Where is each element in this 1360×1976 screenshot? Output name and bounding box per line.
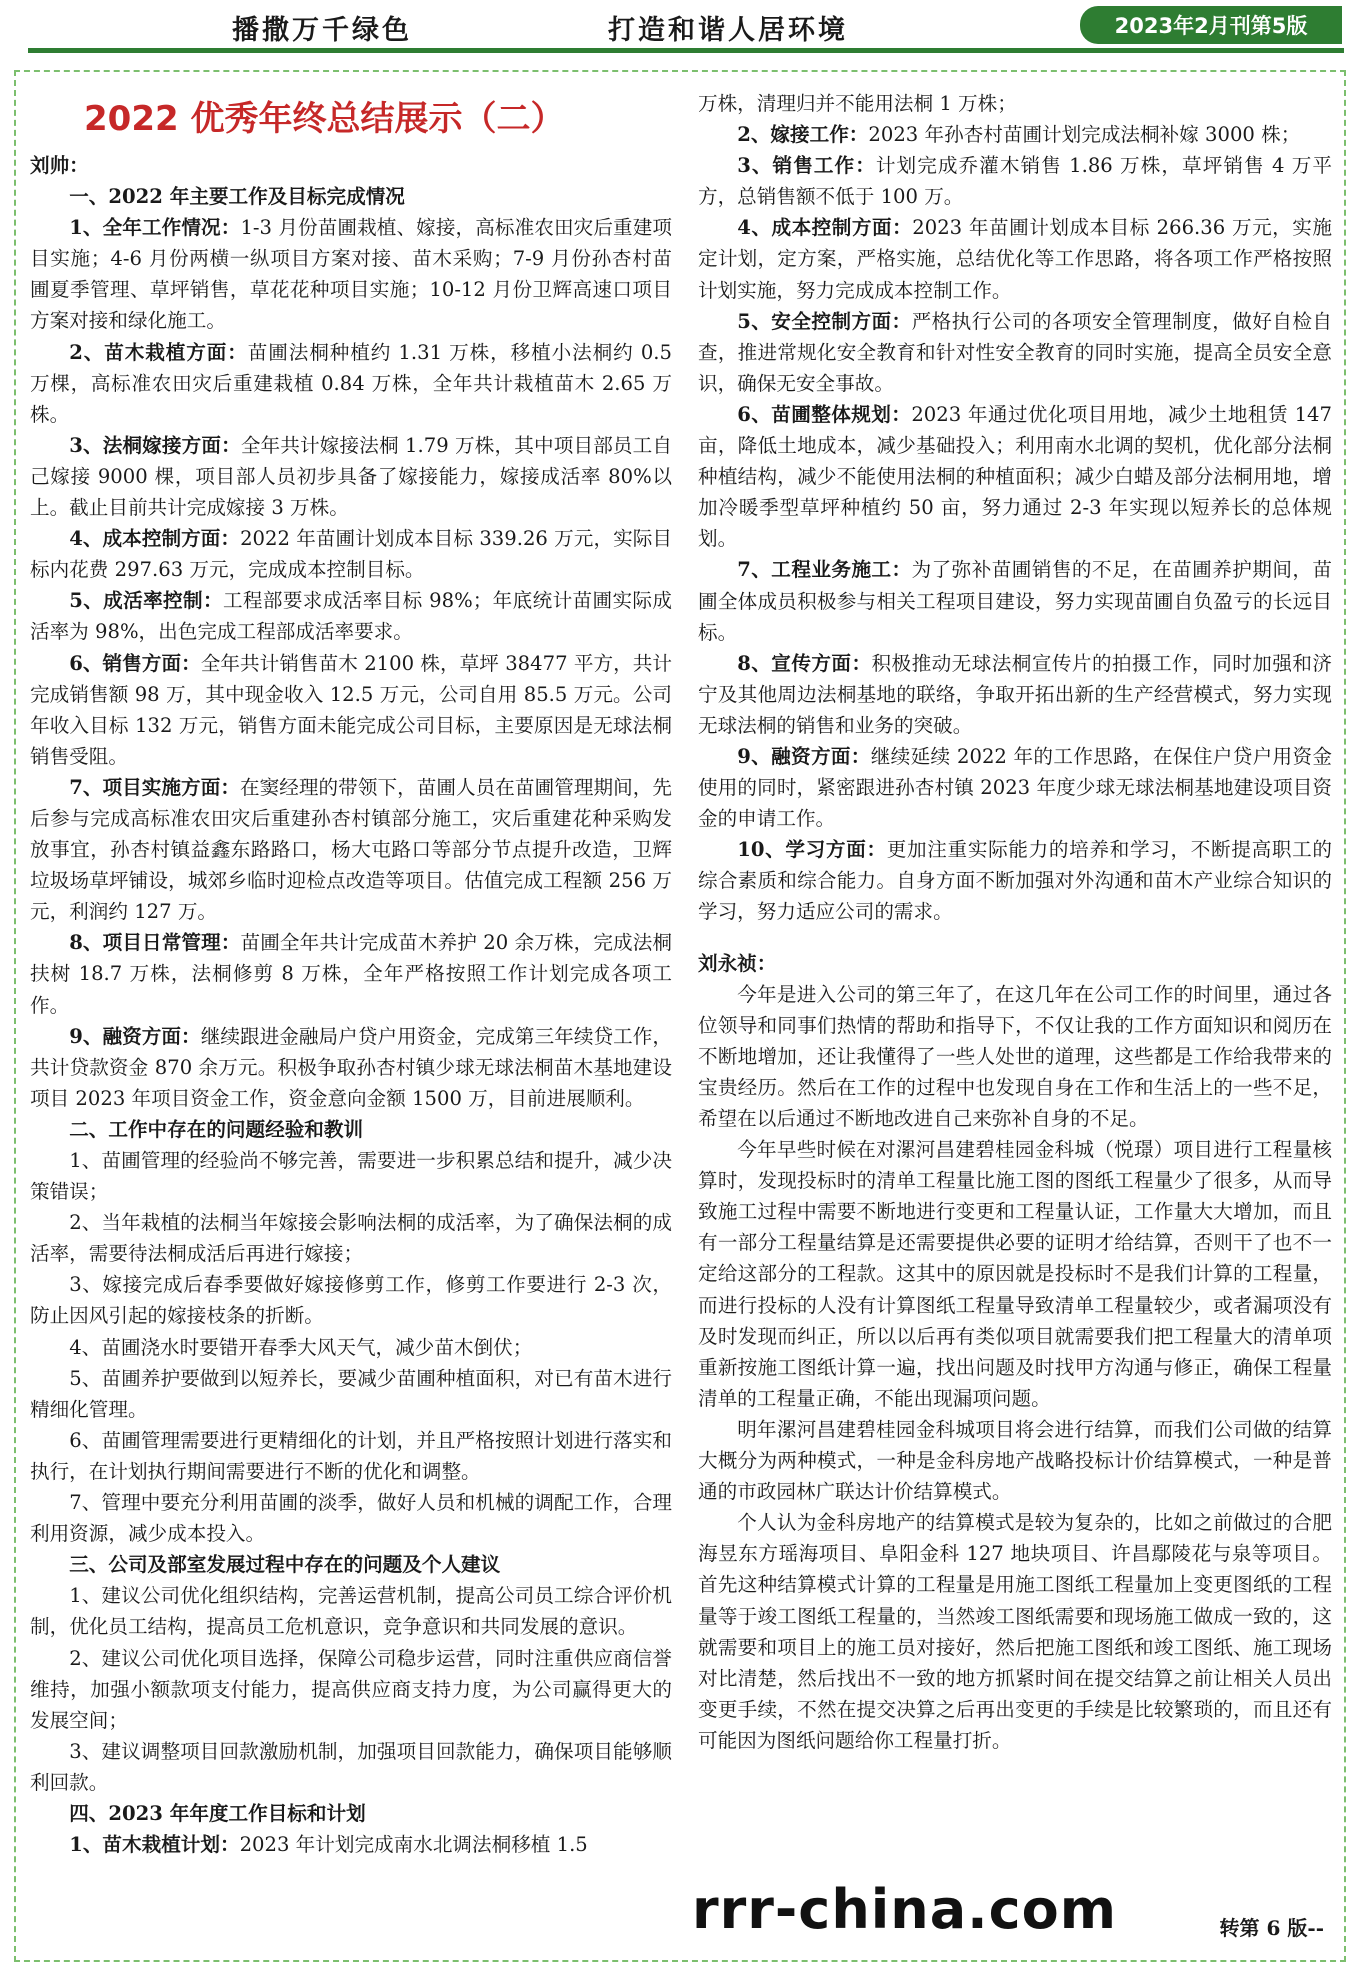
paragraph <box>30 212 672 336</box>
paragraph <box>30 927 672 1020</box>
item-text: 继续跟进金融局户贷户用资金，完成第三年续贷工作，共计贷款资金 870 余万元。积极争取孙杏村镇少球无球法桐苗木基地建设项目 2023 年项目资金工作，资金意向金额 1500 万，目前进展顺利。 <box>30 1024 672 1110</box>
continued-note: 转第 6 版-- <box>1219 1916 1324 1940</box>
item-text: 2023 年苗圃计划成本目标 266.36 万元，实施定计划，定方案，严格实施，总结优化等工作思路，将各项工作严格按照计划实施，努力完成成本控制工作。 <box>698 216 1333 302</box>
section-heading: 四、2023 年年度工作目标和计划 <box>69 1801 366 1825</box>
section-heading: 二、工作中存在的问题经验和教训 <box>69 1117 364 1141</box>
issue-badge: 2023年2月刊第5版 <box>1080 6 1342 44</box>
paragraph: 2、建议公司优化项目选择，保障公司稳步运营，同时注重供应商信誉维持，加强小额款项支付能力，提高供应商支持力度，为公司赢得更大的发展空间； <box>30 1646 672 1732</box>
plan-items <box>698 119 1332 927</box>
section-3-items <box>30 1580 672 1798</box>
header-slogan-left: 播撒万千绿色 <box>232 15 412 46</box>
page-header <box>0 0 1360 52</box>
author-2-paragraphs <box>698 979 1332 1756</box>
paragraph <box>30 772 672 927</box>
item-label: 5、成活率控制： <box>69 589 223 613</box>
item-label: 6、销售方面： <box>69 651 201 675</box>
site-url: rrr-china.com <box>692 1878 1118 1941</box>
paragraph <box>30 523 672 585</box>
left-column <box>30 80 672 1860</box>
item-label: 1、苗木栽植计划： <box>69 1833 240 1857</box>
item-label: 4、成本控制方面： <box>737 216 913 240</box>
item-label: 3、销售工作： <box>737 154 876 178</box>
paragraph <box>30 430 672 523</box>
paragraph: 4、苗圃浇水时要错开春季大风天气，减少苗木倒伏； <box>69 1335 533 1359</box>
paragraph: 2、当年栽植的法桐当年嫁接会影响法桐的成活率，为了确保法桐的成活率，需要待法桐成活后再进行嫁接； <box>30 1211 672 1266</box>
paragraph: 6、苗圃管理需要进行更精细化的计划，并且严格按照计划进行落实和执行，在计划执行期间需要进行不断的优化和调整。 <box>30 1428 672 1483</box>
item-label: 8、宣传方面： <box>737 651 872 675</box>
header-rule <box>28 48 1344 53</box>
author-name: 刘永祯： <box>698 951 777 975</box>
header-slogan-right: 打造和谐人居环境 <box>608 15 848 46</box>
paragraph <box>30 1021 672 1114</box>
paragraph: 1、建议公司优化组织结构，完善运营机制，提高公司员工综合评价机制，优化员工结构，提高员工危机意识，竞争意识和共同发展的意识。 <box>30 1584 672 1639</box>
paragraph: 1、苗圃管理的经验尚不够完善，需要进一步积累总结和提升，减少决策错误； <box>30 1149 672 1204</box>
paragraph: 5、苗圃养护要做到以短养长，要减少苗圃种植面积，对已有苗木进行精细化管理。 <box>30 1366 672 1421</box>
paragraph <box>698 648 1332 741</box>
item-text: 在窦经理的带领下，苗圃人员在苗圃管理期间，先后参与完成高标准农田灾后重建孙杏村镇部分施工，灾后重建花种采购发放事宜，孙杏村镇益鑫东路路口，杨大屯路口等部分节点提升改造，卫辉垃圾场草坪铺设，城郊乡临时迎检点改造等项目。估值完成工程额 256 万元，利润约 127 万。 <box>30 775 672 924</box>
item-label: 6、苗圃整体规划： <box>737 402 912 426</box>
paragraph <box>698 554 1332 647</box>
paragraph <box>30 1829 672 1860</box>
paragraph <box>698 119 1332 150</box>
right-column <box>698 88 1332 1756</box>
paragraph: 7、管理中要充分利用苗圃的淡季，做好人员和机械的调配工作，合理利用资源，减少成本投入。 <box>30 1491 672 1546</box>
section-1-items <box>30 212 672 1114</box>
paragraph <box>698 834 1332 927</box>
item-label: 2、嫁接工作： <box>737 123 869 147</box>
item-label: 8、项目日常管理： <box>69 931 241 955</box>
paragraph <box>698 150 1332 212</box>
item-label: 10、学习方面： <box>737 838 887 862</box>
item-text: 1-3 月份苗圃栽植、嫁接，高标准农田灾后重建项目实施；4-6 月份两横一纵项目方案对接、苗木采购；7-9 月份孙杏村苗圃夏季管理、草坪销售，草花花种项目实施；10-12 月份卫辉高速口项目方案对接和绿化施工。 <box>30 216 673 333</box>
author-name: 刘帅： <box>30 154 89 177</box>
paragraph <box>698 741 1332 834</box>
item-label: 3、法桐嫁接方面： <box>69 433 241 457</box>
paragraph: 3、建议调整项目回款激励机制，加强项目回款能力，确保项目能够顺利回款。 <box>30 1739 672 1794</box>
item-label: 5、安全控制方面： <box>737 309 912 333</box>
item-text: 积极推动无球法桐宣传片的拍摄工作，同时加强和济宁及其他周边法桐基地的联络，争取开拓出新的生产经营模式，努力实现无球法桐的销售和业务的突破。 <box>698 651 1332 737</box>
item-label: 9、融资方面： <box>69 1024 201 1048</box>
paragraph: 明年漯河昌建碧桂园金科城项目将会进行结算，而我们公司做的结算大概分为两种模式，一种是金科房地产战略投标计价结算模式，一种是普通的市政园林广联达计价结算模式。 <box>698 1417 1332 1504</box>
section-heading: 一、2022 年主要工作及目标完成情况 <box>69 185 405 209</box>
spacer <box>698 928 1332 948</box>
item-text: 2022 年苗圃计划成本目标 339.26 万元，实际目标内花费 297.63 万元，完成成本控制目标。 <box>30 527 672 582</box>
item-text: 2023 年通过优化项目用地，减少土地租赁 147 亩，降低土地成本，减少基础投入；利用南水北调的契机，优化部分法桐种植结构，减少不能使用法桐的种植面积；减少白蜡及部分法桐用地，增加冷暖季型草坪种植约 50 亩，努力通过 2-3 年实现以短养长的总体规划。 <box>698 402 1332 551</box>
item-text: 计划完成乔灌木销售 1.86 万株，草坪销售 4 万平方，总销售额不低于 100 万。 <box>698 154 1332 209</box>
paragraph <box>30 337 672 430</box>
paragraph: 个人认为金科房地产的结算模式是较为复杂的，比如之前做过的合肥海昱东方瑶海项目、阜阳金科 127 地块项目、许昌鄢陵花与泉等项目。首先这种结算模式计算的工程量是用施工图纸工程量加上变更图纸的工程量等于竣工图纸工程量的，当然竣工图纸需要和现场施工做成一致的，这就需要和项目上的施工员对接好，然后把施工图纸和竣工图纸、施工现场对比清楚，然后找出不一致的地方抓紧时间在提交结算之前让相关人员出变更手续，不然在提交决算之后再出变更的手续是比较繁琐的，而且还有可能因为图纸问题给你工程量打折。 <box>698 1511 1332 1752</box>
section-2-items <box>30 1145 672 1549</box>
section-heading: 三、公司及部室发展过程中存在的问题及个人建议 <box>69 1553 501 1577</box>
paragraph: 今年是进入公司的第三年了，在这几年在公司工作的时间里，通过各位领导和同事们热情的帮助和指导下，不仅让我的工作方面知识和阅历在不断地增加，还让我懂得了一些人处世的道理，这些都是工作给我带来的宝贵经历。然后在工作的过程中也发现自身在工作和生活上的一些不足，希望在以后通过不断地改进自己来弥补自身的不足。 <box>698 982 1332 1130</box>
page-title: 2022 优秀年终总结展示（二） <box>84 99 565 139</box>
item-label: 1、全年工作情况： <box>69 216 241 240</box>
item-text: 2023 年计划完成南水北调法桐移植 1.5 <box>239 1833 588 1857</box>
item-label: 2、苗木栽植方面： <box>69 340 248 364</box>
paragraph <box>30 648 672 772</box>
item-label: 7、项目实施方面： <box>69 775 240 799</box>
item-text: 2023 年孙杏村苗圃计划完成法桐补嫁 3000 株； <box>868 123 1301 147</box>
paragraph <box>698 212 1332 305</box>
paragraph <box>698 399 1332 554</box>
item-text: 继续延续 2022 年的工作思路，在保住户贷户用资金使用的同时，紧密跟进孙杏村镇 2023 年度少球无球法桐基地建设项目资金的申请工作。 <box>698 744 1333 831</box>
item-label: 4、成本控制方面： <box>69 527 241 551</box>
paragraph: 3、嫁接完成后春季要做好嫁接修剪工作，修剪工作要进行 2-3 次，防止因风引起的嫁接枝条的折断。 <box>30 1273 672 1328</box>
item-label: 9、融资方面： <box>737 744 871 768</box>
item-text: 苗圃法桐种植约 1.31 万株，移植小法桐约 0.5 万棵，高标准农田灾后重建栽植 0.84 万株，全年共计栽植苗木 2.65 万株。 <box>30 340 672 426</box>
paragraph: 万株，清理归并不能用法桐 1 万株； <box>698 92 1017 115</box>
item-label: 7、工程业务施工： <box>737 558 912 582</box>
paragraph <box>698 306 1332 399</box>
item-text: 严格执行公司的各项安全管理制度，做好自检自查，推进常规化安全教育和针对性安全教育的同时实施，提高全员安全意识，确保无安全事故。 <box>698 309 1332 395</box>
item-text: 全年共计销售苗木 2100 株，草坪 38477 平方，共计完成销售额 98 万，其中现金收入 12.5 万元，公司自用 85.5 万元。公司年收入目标 132 万元，销售方面未能完成公司目标，主要原因是无球法桐销售受阻。 <box>30 651 672 768</box>
item-text: 工程部要求成活率目标 98%；年底统计苗圃实际成活率为 98%，出色完成工程部成活率要求。 <box>30 589 672 644</box>
paragraph: 今年早些时候在对漯河昌建碧桂园金科城（悦璟）项目进行工程量核算时，发现投标时的清单工程量比施工图的图纸工程量少了很多，从而导致施工过程中需要不断地进行变更和工程量认证，工作量大大增加，而且有一部分工程量结算是还需要提供必要的证明才给结算，否则干了也不一定给这部分的工程款。这其中的原因就是投标时不是我们计算的工程量，而进行投标的人没有计算图纸工程量导致清单工程量较少，或者漏项没有及时发现而纠正，所以以后再有类似项目就需要我们把工程量大的清单项重新按施工图纸计算一遍，找出问题及时找甲方沟通与修正，确保工程量清单的工程量正确，不能出现漏项问题。 <box>698 1138 1332 1410</box>
item-text: 苗圃全年共计完成苗木养护 20 余万株，完成法桐扶树 18.7 万株，法桐修剪 8 万株，全年严格按照工作计划完成各项工作。 <box>30 931 673 1017</box>
paragraph <box>30 585 672 647</box>
item-text: 更加注重实际能力的培养和学习，不断提高职工的综合素质和综合能力。自身方面不断加强对外沟通和苗木产业综合知识的学习，努力适应公司的需求。 <box>698 838 1332 924</box>
item-text: 为了弥补苗圃销售的不足，在苗圃养护期间，苗圃全体成员积极参与相关工程项目建设，努力实现苗圃自负盈亏的长远目标。 <box>698 558 1332 644</box>
item-text: 全年共计嫁接法桐 1.79 万株，其中项目部员工自己嫁接 9000 棵，项目部人员初步具备了嫁接能力，嫁接成活率 80%以上。截止目前共计完成嫁接 3 万株。 <box>30 433 672 520</box>
